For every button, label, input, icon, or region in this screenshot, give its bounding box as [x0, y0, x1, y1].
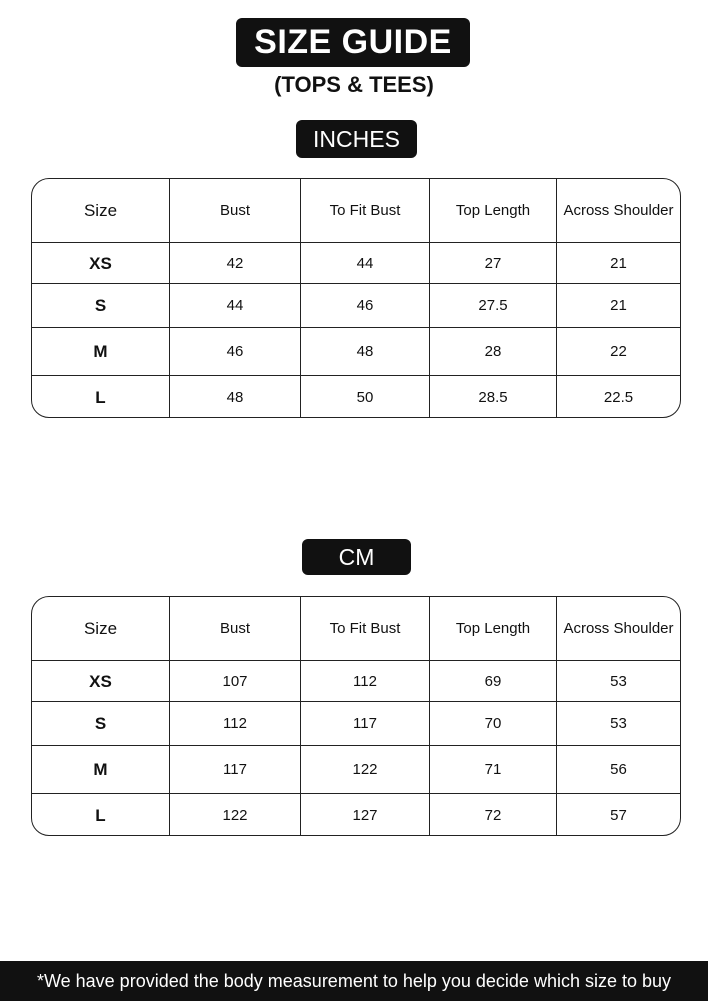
table-row — [32, 745, 680, 793]
size-cell: L — [95, 388, 106, 407]
across-shoulder-cell: 53 — [556, 661, 680, 701]
bust-cell: 46 — [169, 328, 300, 375]
to-fit-bust-cell: 46 — [300, 284, 429, 327]
size-cell: XS — [89, 671, 112, 691]
top-length-cell: 27 — [429, 243, 556, 283]
top-length-cell: 27.5 — [429, 284, 556, 327]
across-shoulder-cell: 21 — [556, 284, 680, 327]
top-length-cell: 72 — [429, 794, 556, 836]
header-size: Size — [83, 201, 118, 220]
size-guide-subtitle: (TOPS & TEES) — [274, 72, 434, 97]
table-header-row — [32, 597, 680, 660]
across-shoulder-cell: 21 — [556, 243, 680, 283]
top-length-cell: 69 — [429, 661, 556, 701]
table-row — [32, 701, 680, 745]
top-length-cell: 70 — [429, 702, 556, 745]
bust-cell: 107 — [169, 661, 300, 701]
table-row — [32, 242, 680, 283]
header-bust: Bust — [169, 179, 300, 242]
table-row — [32, 375, 680, 418]
header-to-fit-bust: To Fit Bust — [300, 179, 429, 242]
top-length-cell: 28 — [429, 328, 556, 375]
size-cell: M — [93, 342, 108, 361]
to-fit-bust-cell: 44 — [300, 243, 429, 283]
cm-size-table — [31, 596, 681, 836]
table-row — [32, 793, 680, 836]
table-header-row — [32, 179, 680, 242]
to-fit-bust-cell: 117 — [300, 702, 429, 745]
bust-cell: 42 — [169, 243, 300, 283]
top-length-cell: 28.5 — [429, 376, 556, 418]
footer-note: *We have provided the body measurement to help you decide which size to buy — [0, 961, 708, 1001]
cm-label: CM — [302, 539, 411, 575]
header-top-length: Top Length — [429, 597, 556, 660]
size-cell: M — [93, 760, 108, 779]
across-shoulder-cell: 22.5 — [556, 376, 680, 418]
size-cell: L — [95, 806, 106, 825]
top-length-cell: 71 — [429, 746, 556, 793]
to-fit-bust-cell: 127 — [300, 794, 429, 836]
header-size: Size — [83, 619, 118, 638]
header-across-shoulder: Across Shoulder — [556, 179, 680, 242]
size-cell: XS — [89, 253, 112, 273]
inches-label: INCHES — [296, 120, 417, 158]
to-fit-bust-cell: 48 — [300, 328, 429, 375]
to-fit-bust-cell: 112 — [300, 661, 429, 701]
bust-cell: 48 — [169, 376, 300, 418]
table-row — [32, 327, 680, 375]
across-shoulder-cell: 57 — [556, 794, 680, 836]
across-shoulder-cell: 53 — [556, 702, 680, 745]
size-cell: S — [94, 296, 107, 315]
table-row — [32, 660, 680, 701]
inches-size-table — [31, 178, 681, 418]
bust-cell: 44 — [169, 284, 300, 327]
bust-cell: 112 — [169, 702, 300, 745]
header-bust: Bust — [169, 597, 300, 660]
to-fit-bust-cell: 122 — [300, 746, 429, 793]
header-across-shoulder: Across Shoulder — [556, 597, 680, 660]
across-shoulder-cell: 22 — [556, 328, 680, 375]
header-top-length: Top Length — [429, 179, 556, 242]
bust-cell: 117 — [169, 746, 300, 793]
to-fit-bust-cell: 50 — [300, 376, 429, 418]
bust-cell: 122 — [169, 794, 300, 836]
header-to-fit-bust: To Fit Bust — [300, 597, 429, 660]
across-shoulder-cell: 56 — [556, 746, 680, 793]
table-row — [32, 283, 680, 327]
size-guide-title: SIZE GUIDE — [236, 18, 470, 67]
size-cell: S — [94, 714, 107, 733]
